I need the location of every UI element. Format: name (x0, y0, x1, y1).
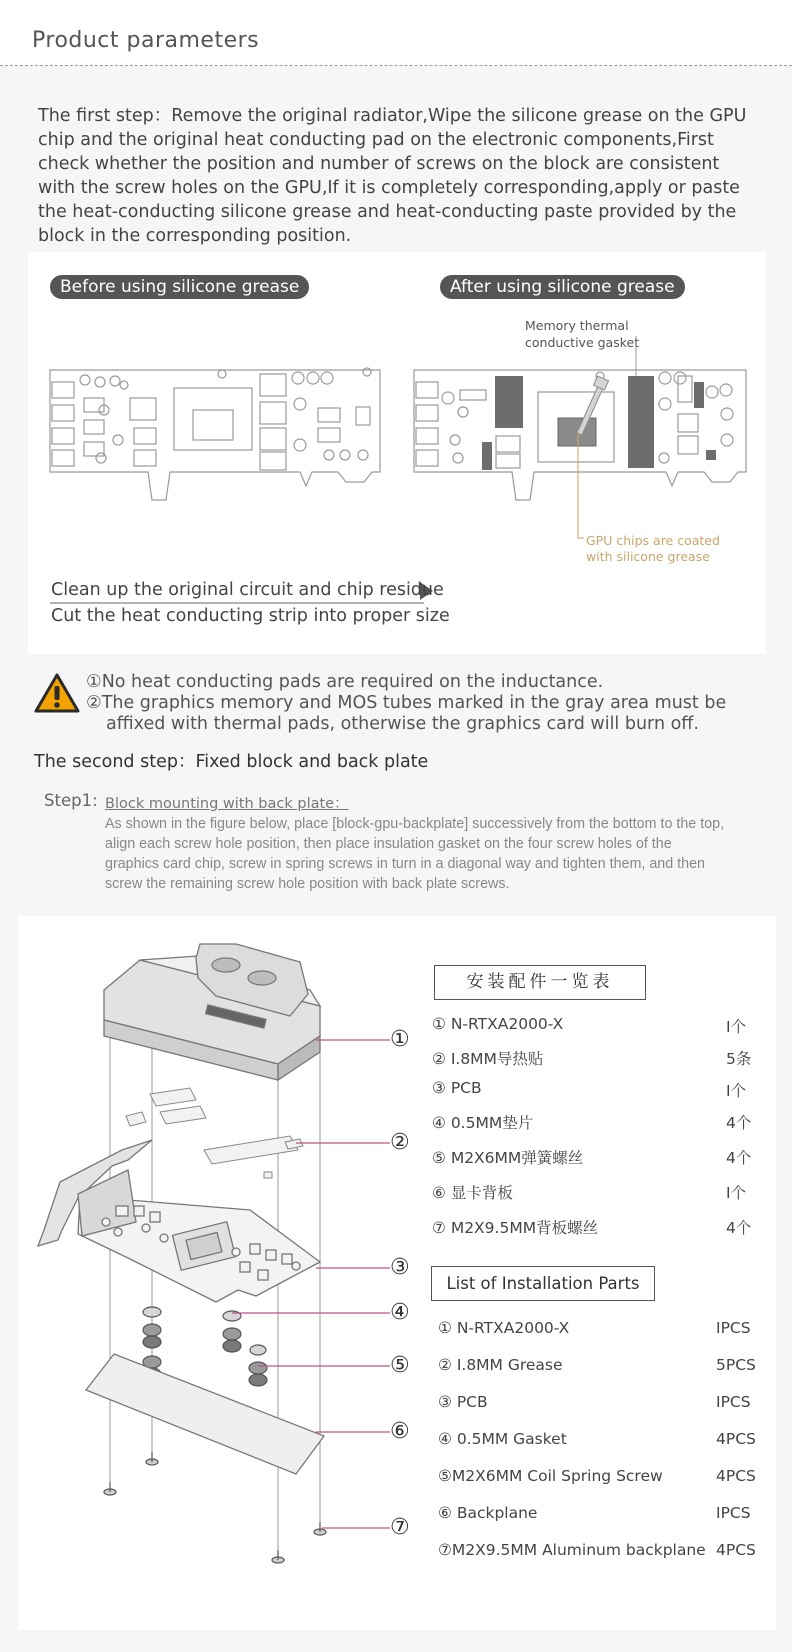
cn-row-4-qty: 4个 (726, 1114, 752, 1132)
cn-row-2-qty: 5条 (726, 1050, 752, 1068)
before-label: Before using silicone grease (50, 275, 309, 299)
cn-row-3-name: ③ PCB (432, 1079, 482, 1097)
clean-up-instruction: Clean up the original circuit and chip residue (51, 580, 444, 600)
cn-row-7-qty: 4个 (726, 1219, 752, 1237)
callout-5: ⑤ (390, 1353, 410, 1378)
first-step-text: The first step：Remove the original radiator,Wipe the silicone grease on the GPU chip and the original heat conducting pad on the electronic components,First check whether the position and number of screws on the block are consistent with the screw holes on the GPU,If it is completely corresponding,apply or paste the heat-conducting silicone grease and heat-conducting paste provided by the block in the corresponding position. (38, 106, 747, 246)
callout-2: ② (390, 1130, 410, 1155)
en-row-6-qty: IPCS (716, 1504, 751, 1522)
cn-row-6-name: ⑥ 显卡背板 (432, 1184, 513, 1202)
cn-row-5-name: ⑤ M2X6MM弹簧螺丝 (432, 1149, 584, 1167)
en-row-6-name: ⑥ Backplane (438, 1504, 538, 1522)
en-row-4-qty: 4PCS (716, 1430, 756, 1448)
en-row-5-name: ⑤M2X6MM Coil Spring Screw (438, 1467, 663, 1485)
gpu-coated-label-line2: with silicone grease (586, 549, 710, 564)
en-row-5-qty: 4PCS (716, 1467, 756, 1485)
cn-row-1-name: ① N-RTXA2000-X (432, 1015, 564, 1033)
mount-instructions: As shown in the figure below, place [block-gpu-backplate] successively from the bottom to the top, align each screw hole position, then place insulation gasket on the four screw holes of the graphics card chip, screw in spring screws in turn in a diagonal way and tighten them, and then screw the remaining screw hole position with back plate screws. (105, 816, 725, 892)
en-row-1-qty: IPCS (716, 1319, 751, 1337)
cn-row-4-name: ④ 0.5MM垫片 (432, 1114, 534, 1132)
after-label: After using silicone grease (440, 275, 685, 299)
cn-row-1-qty: I个 (726, 1018, 747, 1036)
warning-line1: ①No heat conducting pads are required on the inductance. (86, 672, 604, 692)
warning-line2: ②The graphics memory and MOS tubes marked in the gray area must be (86, 693, 727, 713)
cn-table-title: 安装配件一览表 (434, 965, 646, 1000)
water-block (104, 944, 320, 1080)
cn-row-3-qty: I个 (726, 1082, 747, 1100)
step1-label: Step1: (44, 791, 98, 810)
callout-3: ③ (390, 1255, 410, 1280)
cn-row-6-qty: I个 (726, 1184, 747, 1202)
memory-gasket-label-line2: conductive gasket (525, 335, 640, 350)
callout-1: ① (390, 1027, 410, 1052)
en-row-7-qty: 4PCS (716, 1541, 756, 1559)
gpu-coated-label-line1: GPU chips are coated (586, 533, 720, 548)
cn-row-2-name: ② I.8MM导热贴 (432, 1050, 544, 1068)
en-table-title: List of Installation Parts (431, 1266, 655, 1301)
callout-6: ⑥ (390, 1419, 410, 1444)
thermal-pads (126, 1088, 303, 1178)
en-row-2-name: ② I.8MM Grease (438, 1356, 563, 1374)
cn-row-7-name: ⑦ M2X9.5MM背板螺丝 (432, 1219, 599, 1237)
cn-row-5-qty: 4个 (726, 1149, 752, 1167)
backplate (86, 1354, 324, 1474)
en-row-1-name: ① N-RTXA2000-X (438, 1319, 570, 1337)
en-row-4-name: ④ 0.5MM Gasket (438, 1430, 567, 1448)
memory-gasket-label-line1: Memory thermal (525, 318, 629, 333)
callout-7: ⑦ (390, 1515, 410, 1540)
page-title: Product parameters (32, 28, 260, 53)
cut-strip-instruction: Cut the heat conducting strip into proper size (51, 606, 450, 626)
en-row-2-qty: 5PCS (716, 1356, 756, 1374)
warning-line3: affixed with thermal pads, otherwise the graphics card will burn off. (106, 714, 699, 734)
en-row-3-name: ③ PCB (438, 1393, 488, 1411)
second-step-title: The second step：Fixed block and back plate (34, 752, 429, 772)
callout-4: ④ (390, 1300, 410, 1325)
mount-title: Block mounting with back plate： (105, 796, 349, 812)
en-row-3-qty: IPCS (716, 1393, 751, 1411)
en-row-7-name: ⑦M2X9.5MM Aluminum backplane (438, 1541, 706, 1559)
